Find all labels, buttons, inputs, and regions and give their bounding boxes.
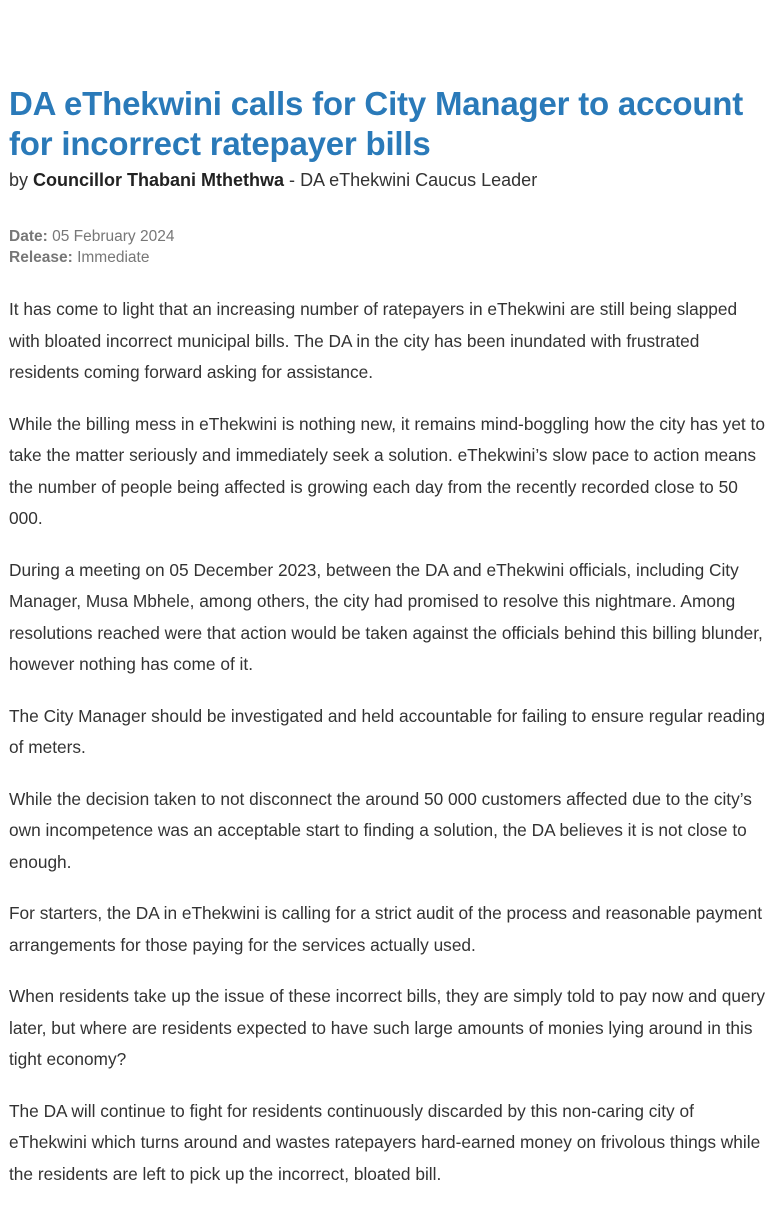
byline-role: DA eThekwini Caucus Leader [300,170,538,190]
article-body [9,294,767,1210]
body-paragraph: During a meeting on 05 December 2023, between the DA and eThekwini officials, including City Manager, Musa Mbhele, among others, the city had promised to resolve this nightmare. Among resolutions reached were that action would be taken against the officials behind this billing blunder, however nothing has come of it. [9,559,763,674]
body-paragraph: The DA will continue to fight for residents continuously discarded by this non-caring city of eThekwini which turns around and wastes ratepayers hard-earned money on frivolous things while the residents are left to pick up the incorrect, bloated bill. [9,1100,761,1184]
body-paragraph: While the decision taken to not disconnect the around 50 000 customers affected due to the city’s own incompetence was an acceptable start to finding a solution, the DA believes it is not close to enough. [9,788,752,872]
article-meta [9,226,769,268]
byline [9,167,769,193]
article-title: DA eThekwini calls for City Manager to account for incorrect ratepayer bills [9,85,744,162]
date-row [9,226,769,247]
release-row [9,247,769,268]
byline-prefix: by [9,170,29,190]
release-label: Release: [9,249,73,266]
release-value: Immediate [77,249,150,266]
body-paragraph: When residents take up the issue of these incorrect bills, they are simply told to pay now and query later, but where are residents expected to have such large amounts of monies lying around in this tight economy? [9,986,765,1069]
body-paragraph: The City Manager should be investigated and held accountable for failing to ensure regular reading of meters. [9,705,766,757]
byline-separator: - [289,170,296,190]
body-paragraph: It has come to light that an increasing number of ratepayers in eThekwini are still being slapped with bloated incorrect municipal bills. The DA in the city has been inundated with frustrated residents coming forward asking for assistance. [9,299,738,382]
date-label: Date: [9,228,48,245]
date-value: 05 February 2024 [52,228,175,245]
body-paragraph: For starters, the DA in eThekwini is calling for a strict audit of the process and reasonable payment arrangements for those paying for the services actually used. [9,903,763,955]
body-paragraph: While the billing mess in eThekwini is nothing new, it remains mind-boggling how the city has yet to take the matter seriously and immediately seek a solution. eThekwini’s slow pace to action means the number of people being affected is growing each day from the recently recorded close to 50 000. [9,413,765,528]
byline-author: Councillor Thabani Mthethwa [33,170,285,190]
